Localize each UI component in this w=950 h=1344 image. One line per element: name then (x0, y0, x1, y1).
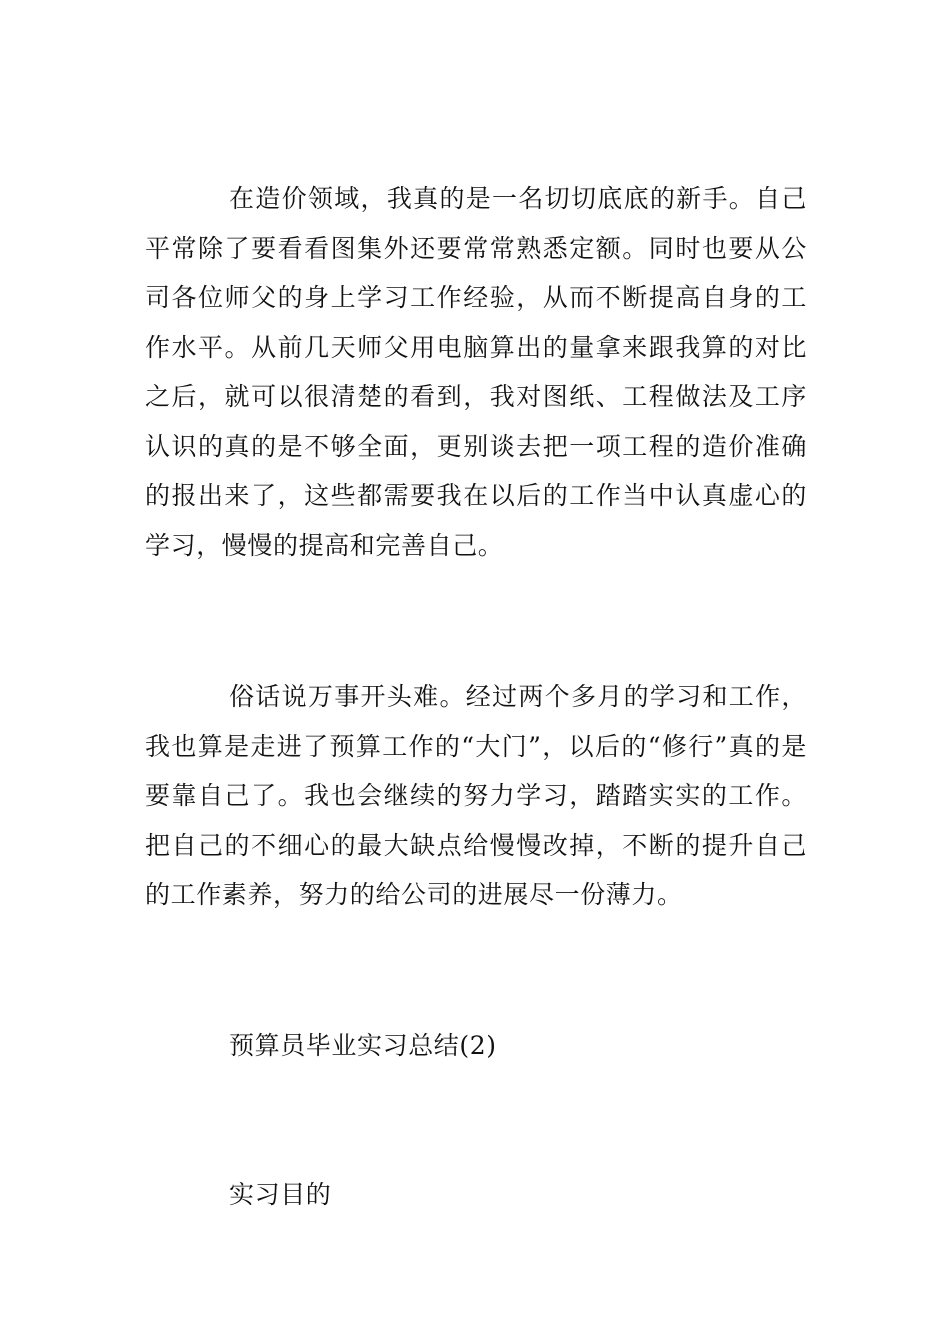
body-paragraph-2: 俗话说万事开头难。经过两个多月的学习和工作，我也算是走进了预算工作的“大门”，以后的“修行”真的是要靠自己了。我也会继续的努力学习，踏踏实实的工作。把自己的不细心的最大缺点给慢慢改掉，不断的提升自己的工作素养，努力的给公司的进展尽一份薄力。 (145, 682, 807, 909)
subheading: 实习目的 (229, 1180, 332, 1209)
body-paragraph-1: 在造价领域，我真的是一名切切底底的新手。自己平常除了要看看图集外还要常常熟悉定额。同时也要从公司各位师父的身上学习工作经验，从而不断提高自身的工作水平。从前几天师父用电脑算出的量拿来跟我算的对比之后，就可以很清楚的看到，我对图纸、工程做法及工序认识的真的是不够全面，更别谈去把一项工程的造价准确的报出来了，这些都需要我在以后的工作当中认真虚心的学习，慢慢的提高和完善自己。 (145, 184, 807, 560)
section-title: 预算员毕业实习总结(2) (229, 1031, 497, 1060)
